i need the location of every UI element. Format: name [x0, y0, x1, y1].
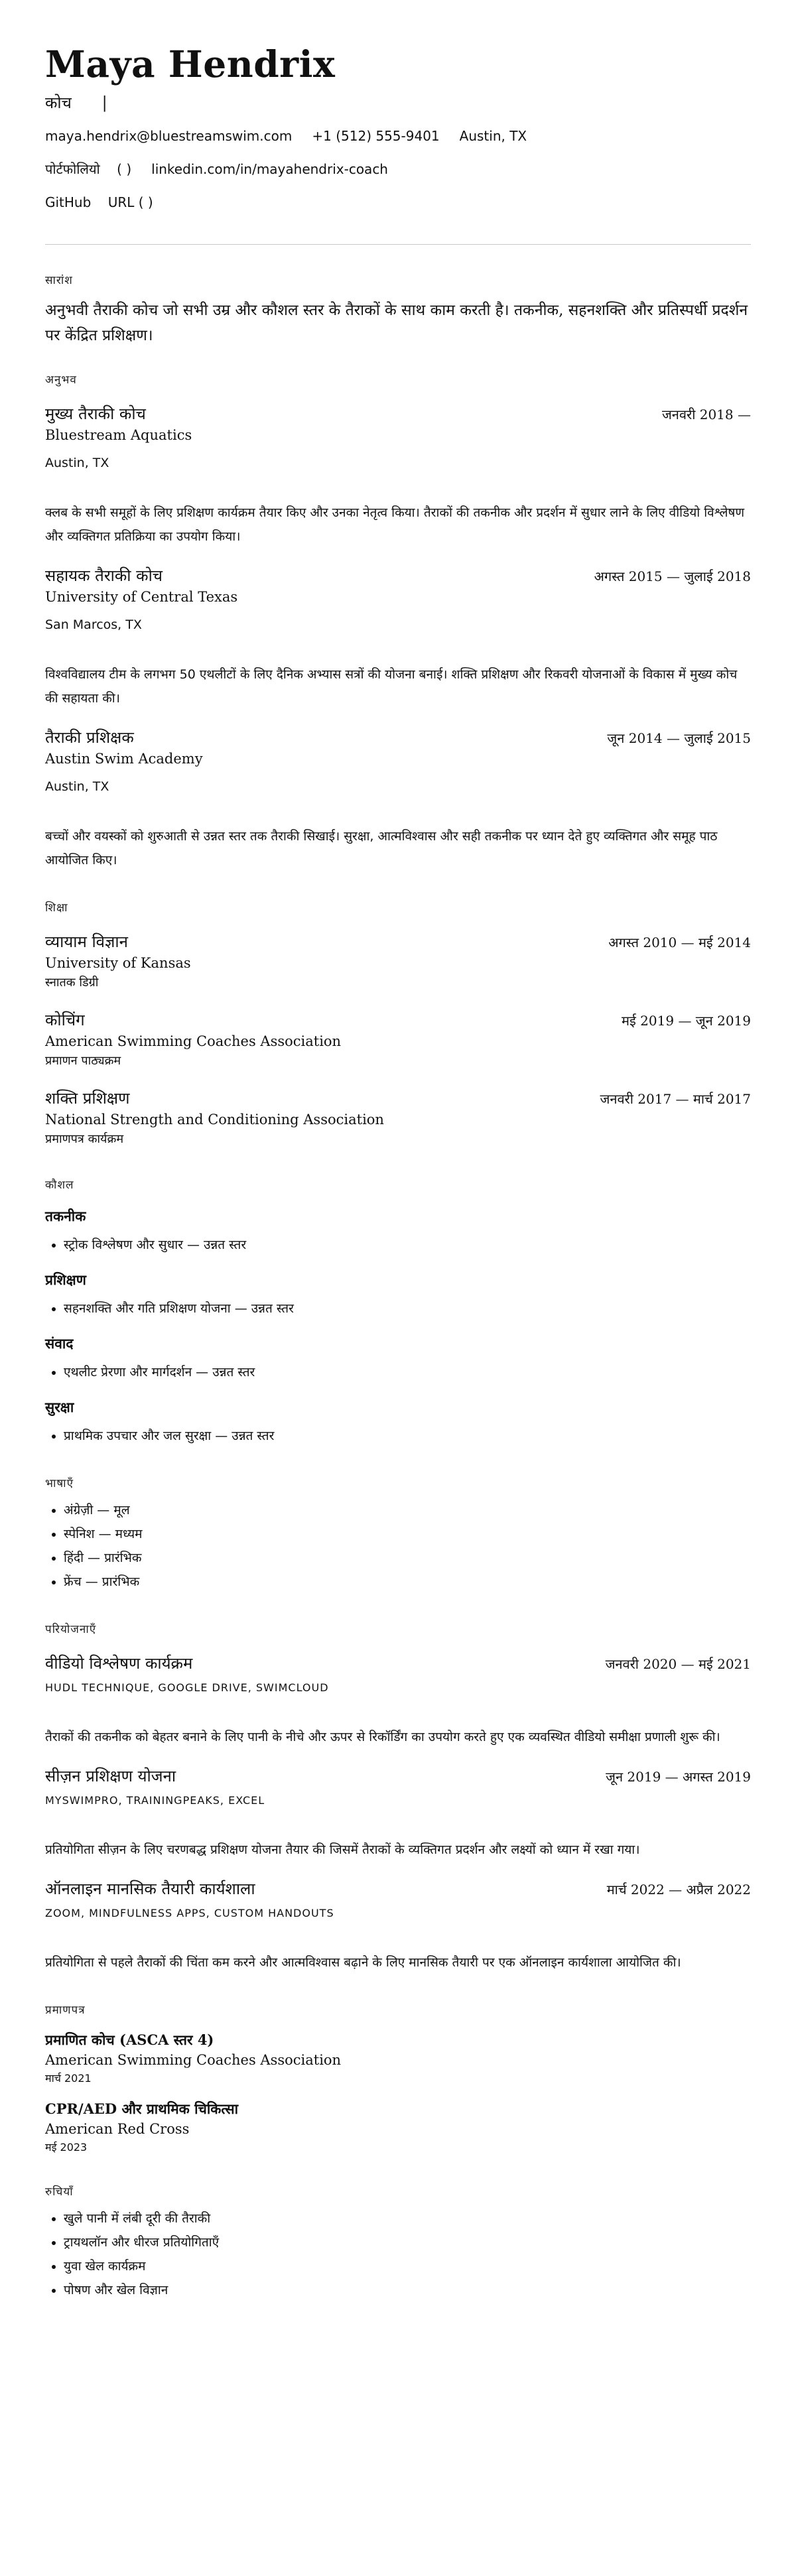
skill-group — [45, 1206, 751, 1257]
project-date: मार्च 2022 — अप्रैल 2022 — [606, 1882, 751, 1898]
project-entry — [45, 1652, 751, 1749]
job-description: विश्वविद्यालय टीम के लगभग 50 एथलीटों के लिए दैनिक अभ्यास सत्रों की योजना बनाई। शक्ति प्रशिक्षण और रिकवरी योजनाओं के विकास में मुख्य कोच की सहायता की। — [45, 667, 738, 706]
education-field: शक्ति प्रशिक्षण — [45, 1089, 130, 1108]
skill-item: • एथलीट प्रेरणा और मार्गदर्शन — उन्नत स्तर — [64, 1360, 751, 1384]
job-organization: Austin Swim Academy — [45, 751, 203, 767]
header-divider — [45, 244, 751, 245]
skill-item: • सहनशक्ति और गति प्रशिक्षण योजना — उन्नत स्तर — [64, 1297, 751, 1320]
skill-group — [45, 1334, 751, 1384]
education-heading: शिक्षा — [45, 901, 68, 915]
education-date: जनवरी 2017 — मार्च 2017 — [600, 1091, 751, 1107]
contact-location: Austin, TX — [459, 128, 527, 144]
education-entry — [45, 931, 751, 993]
contact-extra-2[interactable]: ‍ ‍ ‍ ‍ — [201, 194, 214, 210]
languages-heading: भाषाएँ — [45, 1477, 74, 1490]
certifications-section — [45, 2002, 751, 2156]
job-title: मुख्य तैराकी कोच — [45, 405, 146, 423]
certification-entry — [45, 2030, 751, 2087]
project-title: सीज़न प्रशिक्षण योजना — [45, 1767, 176, 1785]
language-item: • स्पेनिश — मध्यम — [64, 1522, 751, 1546]
project-description: तैराकों की तकनीक को बेहतर बनाने के लिए पानी के नीचे और ऊपर से रिकॉर्डिंग का उपयोग करते हुए एक व्यवस्थित वीडियो समीक्षा प्रणाली शुरू की। — [45, 1730, 720, 1744]
education-entry — [45, 1087, 751, 1149]
certification-issuer: American Red Cross — [45, 2121, 190, 2137]
contact-email[interactable]: maya.hendrix@bluestreamswim.com — [45, 128, 293, 144]
experience-entry — [45, 564, 751, 710]
interest-item: • पोषण और खेल विज्ञान — [64, 2278, 751, 2302]
experience-heading: अनुभव — [45, 373, 77, 387]
job-date: अगस्त 2015 — जुलाई 2018 — [594, 568, 751, 584]
education-degree: प्रमाणपत्र कार्यक्रम — [45, 1132, 124, 1146]
interest-item: • युवा खेल कार्यक्रम — [64, 2254, 751, 2278]
contact-extra-1[interactable]: ‍ ‍ ‍ — [172, 194, 182, 210]
job-location: Austin, TX — [45, 456, 109, 470]
certification-entry — [45, 2099, 751, 2156]
language-item: • हिंदी — प्रारंभिक — [64, 1546, 751, 1570]
experience-entry — [45, 403, 751, 548]
contact-line-1 — [45, 126, 751, 146]
project-title: वीडियो विश्लेषण कार्यक्रम — [45, 1654, 193, 1673]
certification-date: मई 2023 — [45, 2141, 88, 2154]
education-degree: स्नातक डिग्री — [45, 976, 99, 990]
job-location: Austin, TX — [45, 779, 109, 794]
education-date: अगस्त 2010 — मई 2014 — [608, 934, 751, 950]
summary-text: अनुभवी तैराकी कोच जो सभी उम्र और कौशल स्तर के तैराकों के साथ काम करती है। तकनीक, सहनशक्ति और प्रतिस्पर्धी प्रदर्शन पर केंद्रित प्रशिक्षण। — [45, 302, 748, 344]
contact-line-3 — [45, 192, 751, 212]
skill-item: • स्ट्रोक विश्लेषण और सुधार — उन्नत स्तर — [64, 1233, 751, 1257]
skills-heading: कौशल — [45, 1179, 74, 1192]
contact-line-2 — [45, 159, 751, 179]
experience-entry — [45, 726, 751, 872]
education-field: व्यायाम विज्ञान — [45, 933, 128, 951]
project-tech: HUDL TECHNIQUE, GOOGLE DRIVE, SWIMCLOUD — [45, 1681, 329, 1694]
job-description: बच्चों और वयस्कों को शुरुआती से उन्नत स्तर तक तैराकी सिखाई। सुरक्षा, आत्मविश्वास और सही तकनीक पर ध्यान देते हुए व्यक्तिगत और समूह पाठ आयोजित किए। — [45, 829, 718, 868]
interest-item: • खुले पानी में लंबी दूरी की तैराकी — [64, 2207, 751, 2230]
certification-date: मार्च 2021 — [45, 2072, 92, 2085]
project-tech: MYSWIMPRO, TRAININGPEAKS, EXCEL — [45, 1794, 265, 1807]
project-date: जनवरी 2020 — मई 2021 — [605, 1656, 751, 1672]
interests-heading: रुचियाँ — [45, 2185, 74, 2199]
resume-header — [45, 41, 751, 212]
skill-category: प्रशिक्षण — [45, 1271, 86, 1288]
contact-phone[interactable]: +1 (512) 555-9401 — [312, 128, 440, 144]
job-title: तैराकी प्रशिक्षक — [45, 728, 134, 747]
job-organization: University of Central Texas — [45, 589, 238, 605]
projects-section — [45, 1622, 751, 1974]
contact-linkedin[interactable]: linkedin.com/in/mayahendrix-coach — [151, 161, 388, 177]
summary-section — [45, 273, 751, 348]
education-section — [45, 900, 751, 1149]
job-location: San Marcos, TX — [45, 617, 142, 632]
job-description: क्लब के सभी समूहों के लिए प्रशिक्षण कार्यक्रम तैयार किए और उनका नेतृत्व किया। तैराकों की तकनीक और प्रदर्शन में सुधार लाने के लिए वीडियो विश्लेषण और व्यक्तिगत प्रतिक्रिया का उपयोग किया। — [45, 505, 745, 544]
skill-item: • प्राथमिक उपचार और जल सुरक्षा — उन्नत स्तर — [64, 1424, 751, 1448]
education-degree: प्रमाणन पाठ्यक्रम — [45, 1054, 121, 1068]
interest-item: • ट्रायथलॉन और धीरज प्रतियोगिताएँ — [64, 2230, 751, 2254]
education-date: मई 2019 — जून 2019 — [622, 1013, 751, 1029]
job-date: जनवरी 2018 — — [661, 407, 751, 422]
languages-section — [45, 1476, 751, 1594]
language-item: • अंग्रेज़ी — मूल — [64, 1498, 751, 1522]
experience-section — [45, 372, 751, 872]
candidate-name: Maya Hendrix — [45, 42, 336, 86]
contact-portfolio[interactable]: पोर्टफोलियो ‍ ‍ ‍ (‍ ‍) — [45, 161, 132, 177]
candidate-headline: कोच ‍ ‍ ‍ ‍ ‍ | ‍ ‍ ‍ ‍ ‍ ‍ ‍ ‍ ‍ ‍ ‍ ‍ — [45, 94, 168, 112]
education-institution: American Swimming Coaches Association — [45, 1033, 342, 1049]
project-tech: ZOOM, MINDFULNESS APPS, CUSTOM HANDOUTS — [45, 1907, 334, 1919]
project-description: प्रतियोगिता से पहले तैराकों की चिंता कम करने और आत्मविश्वास बढ़ाने के लिए मानसिक तैयारी पर एक ऑनलाइन कार्यशाला आयोजित की। — [45, 1955, 681, 1970]
summary-heading: सारांश — [45, 274, 73, 287]
job-date: जून 2014 — जुलाई 2015 — [607, 730, 751, 746]
job-title: सहायक तैराकी कोच — [45, 566, 163, 585]
skill-group — [45, 1270, 751, 1320]
certification-title: प्रमाणित कोच (ASCA स्तर 4) — [45, 2031, 214, 2048]
skill-category: सुरक्षा — [45, 1399, 74, 1415]
project-title: ऑनलाइन मानसिक तैयारी कार्यशाला — [45, 1880, 255, 1898]
projects-heading: परियोजनाएँ — [45, 1623, 97, 1636]
skill-category: तकनीक — [45, 1208, 86, 1224]
skill-category: संवाद — [45, 1335, 74, 1352]
certification-title: CPR/AED और प्राथमिक चिकित्सा — [45, 2100, 239, 2117]
interests-section — [45, 2184, 751, 2302]
language-item: • फ्रेंच — प्रारंभिक — [64, 1570, 751, 1594]
certifications-heading: प्रमाणपत्र — [45, 2004, 86, 2017]
job-organization: Bluestream Aquatics — [45, 427, 192, 443]
education-entry — [45, 1009, 751, 1071]
skill-group — [45, 1397, 751, 1448]
education-field: कोचिंग — [45, 1011, 85, 1029]
project-entry — [45, 1878, 751, 1974]
certification-issuer: American Swimming Coaches Association — [45, 2052, 342, 2068]
skills-section — [45, 1177, 751, 1448]
education-institution: National Strength and Conditioning Association — [45, 1112, 384, 1127]
contact-github[interactable]: GitHub ‍ ‍ ‍ URL (‍ ‍) — [45, 194, 153, 210]
project-description: प्रतियोगिता सीज़न के लिए चरणबद्ध प्रशिक्षण योजना तैयार की जिसमें तैराकों के व्यक्तिगत प्रदर्शन और लक्ष्यों को ध्यान में रखा गया। — [45, 1842, 640, 1857]
project-date: जून 2019 — अगस्त 2019 — [606, 1769, 751, 1785]
education-institution: University of Kansas — [45, 955, 191, 971]
project-entry — [45, 1765, 751, 1862]
